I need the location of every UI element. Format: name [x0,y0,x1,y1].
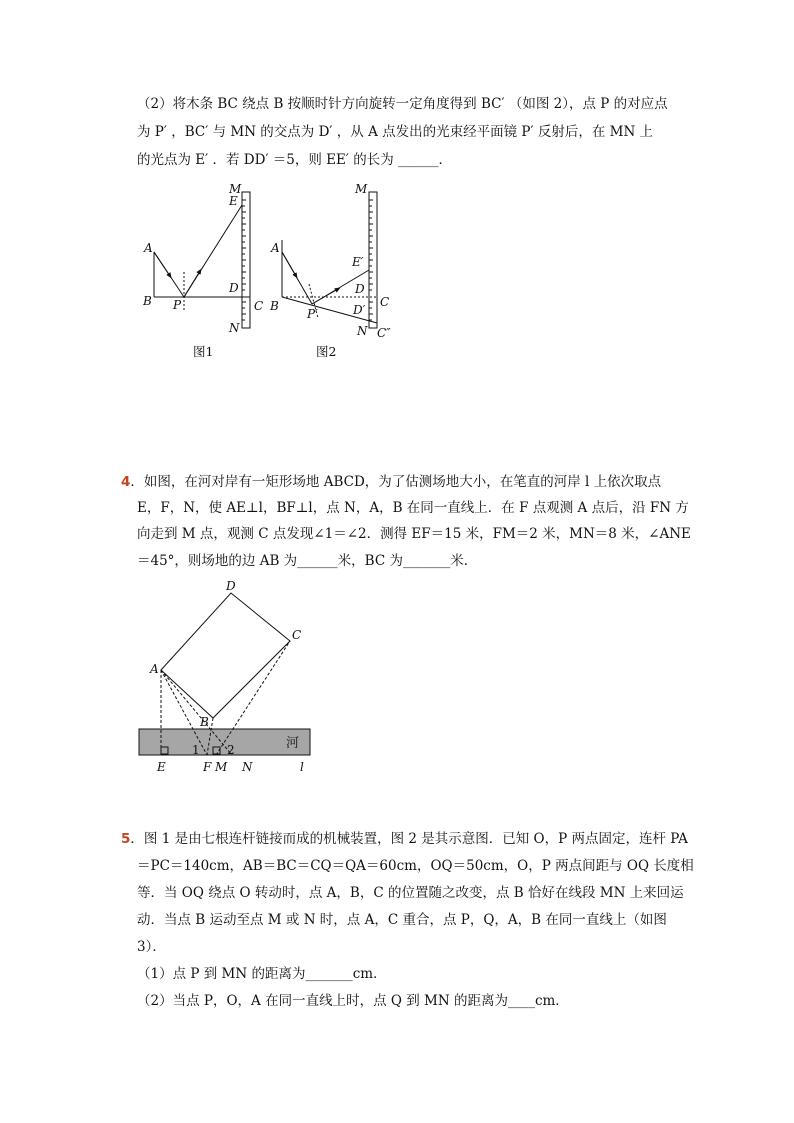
label-D-prime: D′ [353,303,366,317]
label-B: B [200,715,209,729]
label-M: M [229,182,242,196]
part2-line-3: 的光点为 E′ ．若 DD′ ＝5，则 EE′ 的长为 ______． [137,152,453,168]
label-N-2: N [357,324,368,338]
label-C: C [254,299,264,313]
label-N: N [242,760,253,774]
river-label: 河 [286,736,300,751]
ruler-ticks-2 [369,200,373,320]
q5-sub-1: （1）点 P 到 MN 的距离为_______cm． [137,966,387,982]
label-E: E [229,194,238,208]
angle-1-label: 1 [192,743,200,757]
caption-fig2: 图2 [316,344,337,359]
label-l: l [300,760,304,774]
label-P-prime: P′ [307,307,318,321]
figure-1 [154,192,250,328]
q5-number: 5 [121,831,131,847]
ruler-ticks [242,200,246,320]
label-B-2: B [270,299,279,313]
label-A-2: A [271,241,280,255]
part2-line-1: （2）将木条 BC 绕点 B 按顺时针方向旋转一定角度得到 BC′ （如图 2），点 P 的对应点 [137,96,668,112]
label-E-prime: E′ [352,255,364,269]
mirror-figures [0,0,794,370]
caption-fig1: 图1 [193,344,214,359]
q5-line-5: 3）． [137,939,166,955]
label-A: A [150,662,159,676]
label-D: D [226,579,236,593]
q4-line-1 [121,472,697,492]
label-C: C [292,628,302,642]
label-M: M [215,760,228,774]
part2-line-2: 为 P′ ，BC′ 与 MN 的交点为 D′ ，从 A 点发出的光束经平面镜 P′ 反射后，在 MN 上 [137,124,654,140]
label-B: B [143,294,152,308]
q5-sub-2: （2）当点 P，O，A 在同一直线上时，点 Q 到 MN 的距离为____cm． [137,993,569,1009]
label-C-double-prime: C″ [377,326,391,340]
q4-line-4: ＝45°，则场地的边 AB 为______米，BC 为_______米． [137,553,478,569]
incident-arrow-2 [282,252,296,276]
label-N: N [229,321,240,335]
incident-arrow [154,252,170,276]
q5-line-1 [121,829,697,849]
label-A: A [144,241,153,255]
figure-2-labels [269,182,391,359]
rectangle-abcd [161,593,290,718]
figure-1-labels [142,182,263,359]
q4-line-3: 向走到 M 点，观测 C 点发现∠1＝∠2．测得 EF＝15 米，FM＝2 米，MN＝8 米，∠ANE [137,526,691,542]
q4-line-2: E，F，N，使 AE⊥l，BF⊥l，点 N，A，B 在同一直线上．在 F 点观测 A 点后，沿 FN 方 [137,500,689,516]
label-P: P [173,298,182,312]
q4-number: 4 [121,474,131,490]
q5-line-1-text: ．图 1 是由七根连杆链接而成的机械装置，图 2 是其示意图．已知 O，P 两点固定，连杆 PA [130,831,688,847]
label-C-2: C [380,295,390,309]
angle-2-label: 2 [227,743,235,757]
reflected-arrow [184,271,200,297]
q5-line-4: 动．当点 B 运动至点 M 或 N 时，点 A，C 重合，点 P，Q，A，B 在同一直线上（如图 [137,912,667,928]
label-D-2: D [355,282,365,296]
label-E: E [157,760,166,774]
q4-line-1-text: ．如图，在河对岸有一矩形场地 ABCD，为了估测场地大小，在笔直的河岸 l 上依次取点 [130,474,662,490]
label-D: D [229,281,239,295]
label-F: F [203,760,212,774]
q4-figure [0,570,794,780]
label-M-2: M [355,182,368,196]
q5-line-2: ＝PC＝140cm，AB＝BC＝CQ＝QA＝60cm，OQ＝50cm，O，P 两点间距与 OQ 长度相 [137,858,694,874]
q5-line-3: 等．当 OQ 绕点 O 转动时，点 A，B，C 的位置随之改变，点 B 恰好在线段 MN 上来回运 [137,885,684,901]
